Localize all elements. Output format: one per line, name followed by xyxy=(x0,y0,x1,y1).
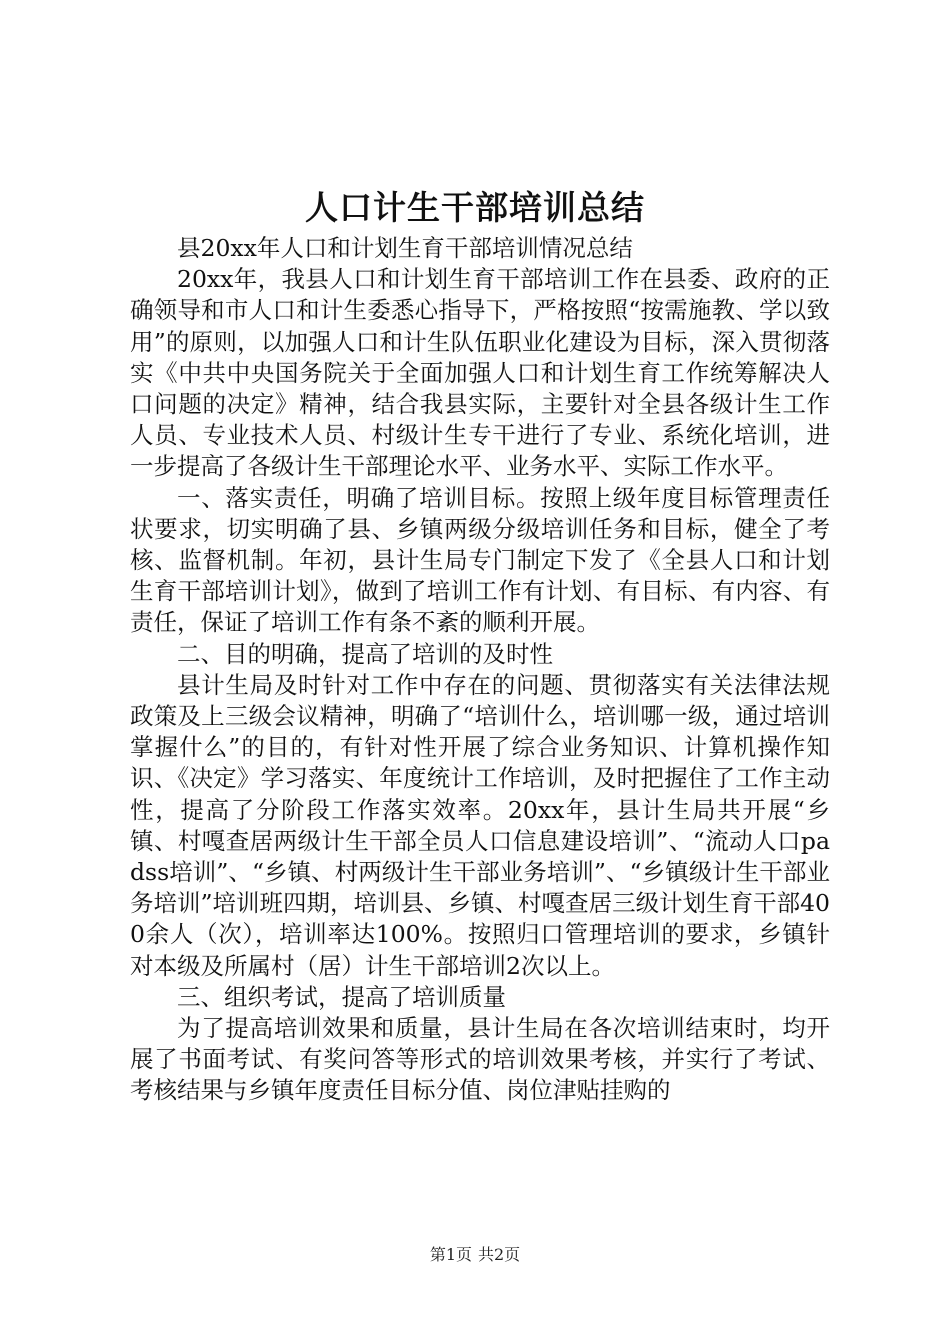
paragraph-intro: 20xx年，我县人口和计划生育干部培训工作在县委、政府的正确领导和市人口和计生委悉心指导下，严格按照“按需施教、学以致用”的原则，以加强人口和计生队伍职业化建设为目标，深入贯彻落实《中共中央国务院关于全面加强人口和计划生育工作统筹解决人口问题的决定》精神，结合我县实际，主要针对全县各级计生工作人员、专业技术人员、村级计生专干进行了专业、系统化培训，进一步提高了各级计生干部理论水平、业务水平、实际工作水平。 xyxy=(130,265,830,481)
section-heading-2: 二、目的明确，提高了培训的及时性 xyxy=(177,639,553,668)
document-title: 人口计生干部培训总结 xyxy=(305,188,645,227)
paragraph-subtitle: 县20xx年人口和计划生育干部培训情况总结 xyxy=(177,234,633,262)
page-number: 第1页 xyxy=(429,1245,472,1264)
page-footer xyxy=(0,1244,950,1266)
section-heading-3: 三、组织考试，提高了培训质量 xyxy=(177,982,506,1011)
paragraph-section-3: 为了提高培训效果和质量，县计生局在各次培训结束时，均开展了书面考试、有奖问答等形式的培训效果考核，并实行了考试、考核结果与乡镇年度责任目标分值、岗位津贴挂购的 xyxy=(130,1014,830,1105)
paragraph-section-2: 县计生局及时针对工作中存在的问题、贯彻落实有关法律法规政策及上三级会议精神，明确了“培训什么，培训哪一级，通过培训掌握什么”的目的，有针对性开展了综合业务知识、计算机操作知识、《决定》学习落实、年度统计工作培训，及时把握住了工作主动性，提高了分阶段工作落实效率。20xx年，县计生局共开展“乡镇、村嘎查居两级计生干部全员人口信息建设培训”、“流动人口padss培训”、“乡镇、村两级计生干部业务培训”、“乡镇级计生干部业务培训”培训班四期，培训县、乡镇、村嘎查居三级计划生育干部400余人（次），培训率达100%。按照归口管理培训的要求，乡镇针对本级及所属村（居）计生干部培训2次以上。 xyxy=(130,670,830,980)
document-body xyxy=(130,233,830,1107)
paragraph-section-1: 一、落实责任，明确了培训目标。按照上级年度目标管理责任状要求，切实明确了县、乡镇两级分级培训任务和目标，健全了考核、监督机制。年初，县计生局专门制定下发了《全县人口和计划生育干部培训计划》，做到了培训工作有计划、有目标、有内容、有责任，保证了培训工作有条不紊的顺利开展。 xyxy=(130,483,830,637)
page-total: 共2页 xyxy=(478,1245,521,1264)
